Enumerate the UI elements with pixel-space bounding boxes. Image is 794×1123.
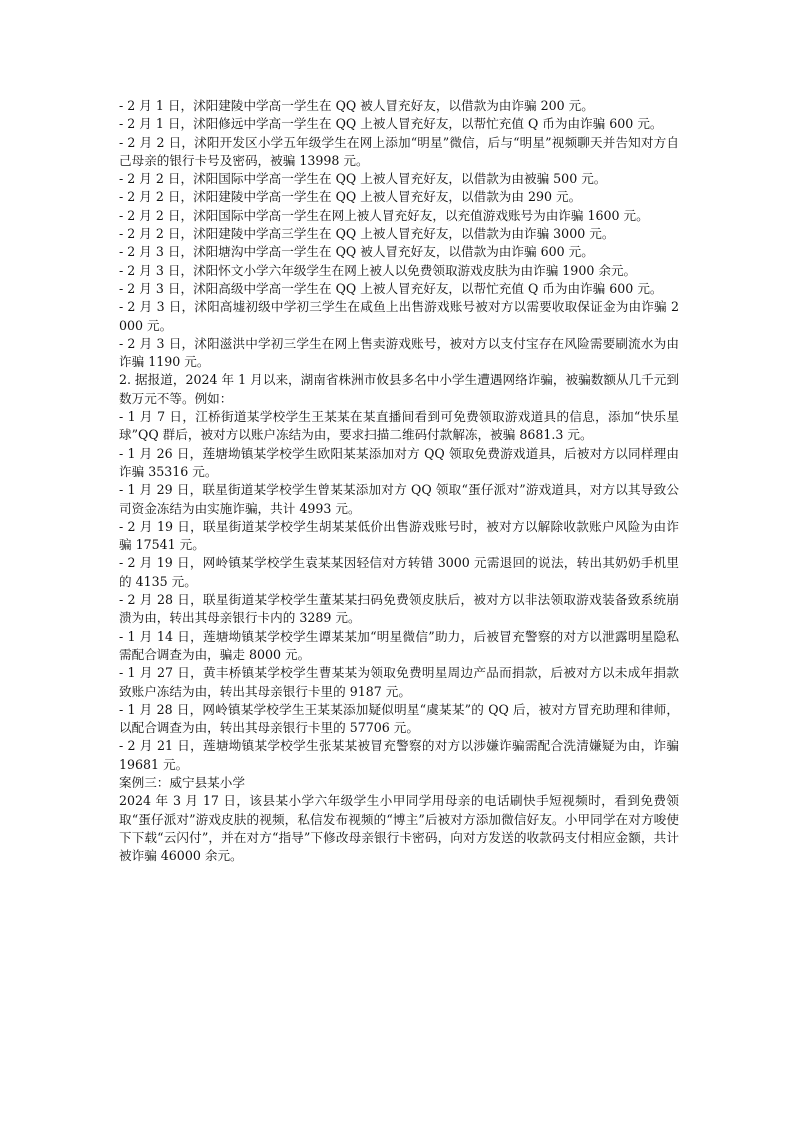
case-item: - 2 月 2 日，沭阳建陵中学高一学生在 QQ 上被人冒充好友，以借款为由 290 元。 xyxy=(119,189,582,205)
case-item: - 2 月 3 日，沭阳滋洪中学初三学生在网上售卖游戏账号，被对方以支付宝存在风险需要刷流水为由诈骗 1190 元。 xyxy=(119,335,679,370)
case-item: - 2 月 1 日，沭阳建陵中学高一学生在 QQ 被人冒充好友，以借款为由诈骗 200 元。 xyxy=(119,98,594,113)
case-item: - 2 月 3 日，沭阳塘沟中学高一学生在 QQ 被人冒充好友，以借款为由诈骗 600 元。 xyxy=(119,244,594,260)
case-item: - 1 月 28 日，网岭镇某学校学生王某某添加疑似明星“虞某某”的 QQ 后，被对方冒充助理和律师，以配合调查为由，转出其母亲银行卡里的 57706 元。 xyxy=(119,701,679,736)
case-item: - 2 月 2 日，沭阳开发区小学五年级学生在网上添加“明星”微信，后与“明星”视频聊天并告知对方自己母亲的银行卡号及密码，被骗 13998 元。 xyxy=(119,134,679,168)
case-item: - 2 月 3 日，沭阳高墟初级中学初三学生在咸鱼上出售游戏账号被对方以需要收取保证金为由诈骗 2000 元。 xyxy=(119,299,679,333)
case-item: - 2 月 28 日，联星街道某学校学生董某某扫码免费领皮肤后，被对方以非法领取游戏装备致系统崩溃为由，转出其母亲银行卡内的 3289 元。 xyxy=(119,592,679,626)
case-heading: 案例三：威宁县某小学 xyxy=(119,774,245,790)
case-item: - 2 月 19 日，网岭镇某学校学生袁某某因轻信对方转错 3000 元需退回的说法，转出其奶奶手机里的 4135 元。 xyxy=(119,555,679,589)
case-item: - 1 月 29 日，联星街道某学校学生曾某某添加对方 QQ 领取“蛋仔派对”游戏道具，对方以其导致公司资金冻结为由实施诈骗，共计 4993 元。 xyxy=(119,482,679,516)
case-item: - 2 月 21 日，莲塘坳镇某学校学生张某某被冒充警察的对方以涉嫌诈骗需配合洗清嫌疑为由，诈骗 19681 元。 xyxy=(119,738,679,772)
case-item: - 1 月 14 日，莲塘坳镇某学校学生谭某某加“明星微信”助力，后被冒充警察的对方以泄露明星隐私需配合调查为由，骗走 8000 元。 xyxy=(119,628,679,662)
case-item: - 2 月 1 日，沭阳修远中学高一学生在 QQ 上被人冒充好友，以帮忙充值 Q 币为由诈骗 600 元。 xyxy=(119,116,663,132)
case-item: - 2 月 2 日，沭阳国际中学高一学生在网上被人冒充好友，以充值游戏账号为由诈骗 1600 元。 xyxy=(119,207,649,223)
case-item: - 2 月 3 日，沭阳高级中学高一学生在 QQ 上被人冒充好友，以帮忙充值 Q 币为由诈骗 600 元。 xyxy=(119,280,663,296)
case-item: - 1 月 27 日，黄丰桥镇某学校学生曹某某为领取免费明星周边产品而捐款，后被对方以未成年捐款致账户冻结为由，转出其母亲银行卡里的 9187 元。 xyxy=(119,665,679,699)
case-item: - 2 月 2 日，沭阳建陵中学高三学生在 QQ 上被人冒充好友，以借款为由诈骗 3000 元。 xyxy=(119,226,615,242)
case-item: - 1 月 7 日，江桥街道某学校学生王某某在某直播间看到可免费领取游戏道具的信息，添加“快乐星球”QQ 群后，被对方以账户冻结为由，要求扫描二维码付款解冻，被骗 8681.3 元。 xyxy=(119,409,679,443)
case-item: - 2 月 2 日，沭阳国际中学高一学生在 QQ 上被人冒充好友，以借款为由被骗 500 元。 xyxy=(119,171,607,187)
document-page xyxy=(119,97,679,865)
case-item: - 1 月 26 日，莲塘坳镇某学校学生欧阳某某添加对方 QQ 领取免费游戏道具，后被对方以同样理由诈骗 35316 元。 xyxy=(119,445,679,479)
case-body: 2024 年 3 月 17 日，该县某小学六年级学生小甲同学用母亲的电话刷快手短视频时，看到免费领取“蛋仔派对”游戏皮肤的视频，私信发布视频的“博主”后被对方添加微信好友。小甲同学在对方唆使下下载“云闪付”，并在对方“指导”下修改母亲银行卡密码，向对方发送的收款码支付相应金额，共计被诈骗 46000 余元。 xyxy=(119,793,679,864)
case-item: - 2 月 3 日，沭阳怀文小学六年级学生在网上被人以免费领取游戏皮肤为由诈骗 1900 余元。 xyxy=(119,262,637,278)
case-item: - 2 月 19 日，联星街道某学校学生胡某某低价出售游戏账号时，被对方以解除收款账户风险为由诈骗 17541 元。 xyxy=(119,518,679,553)
section-intro: 2. 据报道，2024 年 1 月以来，湖南省株洲市攸县多名中小学生遭遇网络诈骗，被骗数额从几千元到数万元不等。例如： xyxy=(119,372,679,406)
